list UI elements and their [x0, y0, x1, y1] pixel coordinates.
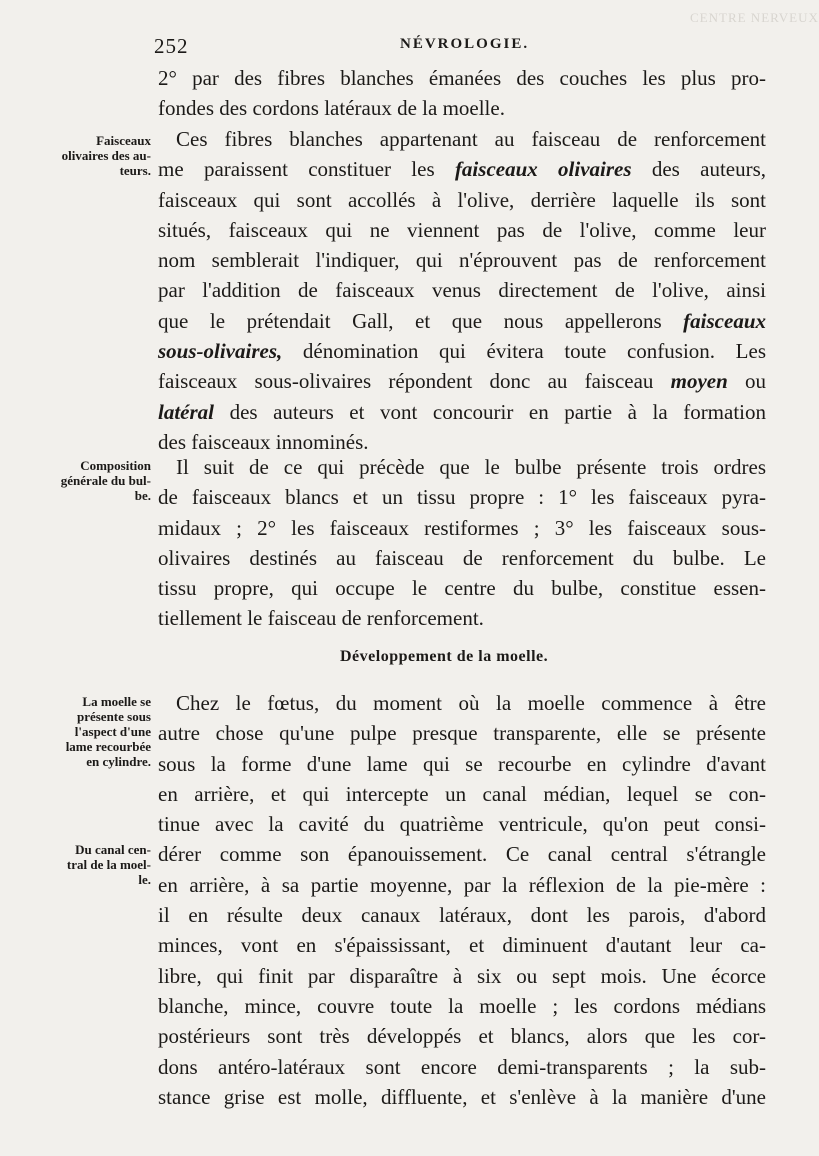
paragraph-continuation [158, 63, 766, 124]
emphasis-term: moyen [670, 369, 728, 394]
paragraph-developpement [158, 688, 766, 1112]
margin-note-faisceaux-olivaires: Faisceaux olivaires des au- teurs. [61, 133, 151, 178]
margin-note-moelle-lame: La moelle se présente sous l'aspect d'une lame recourbée en cylindre. [65, 694, 151, 769]
margin-note-composition-bulbe: Composition générale du bul- be. [60, 458, 151, 503]
margin-note-canal-central: Du canal cen- tral de la moel- le. [66, 842, 151, 887]
emphasis-term: sous-olivaires, [158, 339, 283, 364]
text-line [158, 397, 766, 427]
text-line: il en résulte deux canaux latéraux, dont les parois, d'abord [158, 903, 766, 928]
text-line: Ces fibres blanches appartenant au faisceau de renforcement [176, 127, 766, 151]
text-span: ou [745, 369, 767, 394]
text-line: blanche, mince, couvre toute la moelle ; les cordons médians [158, 993, 766, 1018]
text-span: des auteurs et vont concourir en partie à la formation [229, 399, 767, 424]
text-line: des faisceaux innominés. [158, 429, 369, 454]
text-span: me paraissent constituer les [158, 157, 435, 182]
section-heading: Développement de la moelle. [340, 648, 549, 665]
text-line: Chez le fœtus, du moment où la moelle commence à être [176, 691, 766, 715]
text-line: dérer comme son épanouissement. Ce canal central s'étrangle [158, 842, 766, 867]
text-line: fondes des cordons latéraux de la moelle. [158, 96, 505, 121]
text-line: en arrière, et qui intercepte un canal médian, lequel se con- [158, 781, 766, 806]
text-line [158, 154, 766, 184]
text-line: minces, vont en s'épaississant, et diminuent d'autant leur ca- [158, 933, 766, 958]
text-line: par l'addition de faisceaux venus directement de l'olive, ainsi [158, 278, 766, 303]
text-line: stance grise est molle, diffluente, et s'enlève à la manière d'une [158, 1084, 766, 1109]
emphasis-term: latéral [158, 399, 214, 424]
bleed-through-text: CENTRE NERVEUX [690, 10, 819, 25]
text-line [158, 366, 766, 396]
text-line: tissu propre, qui occupe le centre du bulbe, constitue essen- [158, 576, 766, 601]
page-header [0, 30, 800, 60]
text-line: faisceaux qui sont accollés à l'olive, derrière laquelle ils sont [158, 187, 766, 212]
text-line: nom semblerait l'indiquer, qui n'éprouvent pas de renforcement [158, 248, 766, 273]
text-line: en arrière, à sa partie moyenne, par la réflexion de la pie-mère : [158, 872, 766, 897]
text-line: Il suit de ce qui précède que le bulbe présente trois ordres [176, 455, 766, 479]
running-title: NÉVROLOGIE. [400, 36, 530, 52]
text-line: midaux ; 2° les faisceaux restiformes ; 3° les faisceaux sous- [158, 515, 766, 540]
text-line [158, 336, 766, 366]
text-line: autre chose qu'une pulpe presque transparente, elle se présente [158, 721, 766, 746]
text-span: dénomination qui évitera toute confusion. Les [302, 339, 766, 364]
text-line: tinue avec la cavité du quatrième ventricule, qu'on peut consi- [158, 812, 766, 837]
paragraph-composition-bulbe [158, 452, 766, 634]
text-line: libre, qui finit par disparaître à six ou sept mois. Une écorce [158, 963, 766, 988]
text-line: sous la forme d'une lame qui se recourbe en cylindre d'avant [158, 751, 766, 776]
page-number: 252 [154, 34, 189, 58]
text-line: postérieurs sont très développés et blancs, alors que les cor- [158, 1024, 766, 1049]
text-span: des auteurs, [651, 157, 767, 182]
text-line: dons antéro-latéraux sont encore demi-transparents ; la sub- [158, 1054, 766, 1079]
text-line: 2° par des fibres blanches émanées des couches les plus pro- [158, 66, 766, 90]
text-span: que le prétendait Gall, et que nous appellerons [158, 308, 662, 333]
text-line: olivaires destinés au faisceau de renforcement du bulbe. Le [158, 545, 766, 570]
text-line: de faisceaux blancs et un tissu propre : 1° les faisceaux pyra- [158, 485, 766, 510]
emphasis-term: faisceaux olivaires [454, 157, 632, 182]
emphasis-term: faisceaux [683, 308, 766, 333]
text-line [158, 306, 766, 336]
text-line: situés, faisceaux qui ne viennent pas de l'olive, comme leur [158, 217, 766, 242]
text-line: tiellement le faisceau de renforcement. [158, 606, 484, 631]
paragraph-faisceaux-olivaires [158, 124, 766, 457]
text-span: faisceaux sous-olivaires répondent donc au faisceau [158, 369, 654, 394]
